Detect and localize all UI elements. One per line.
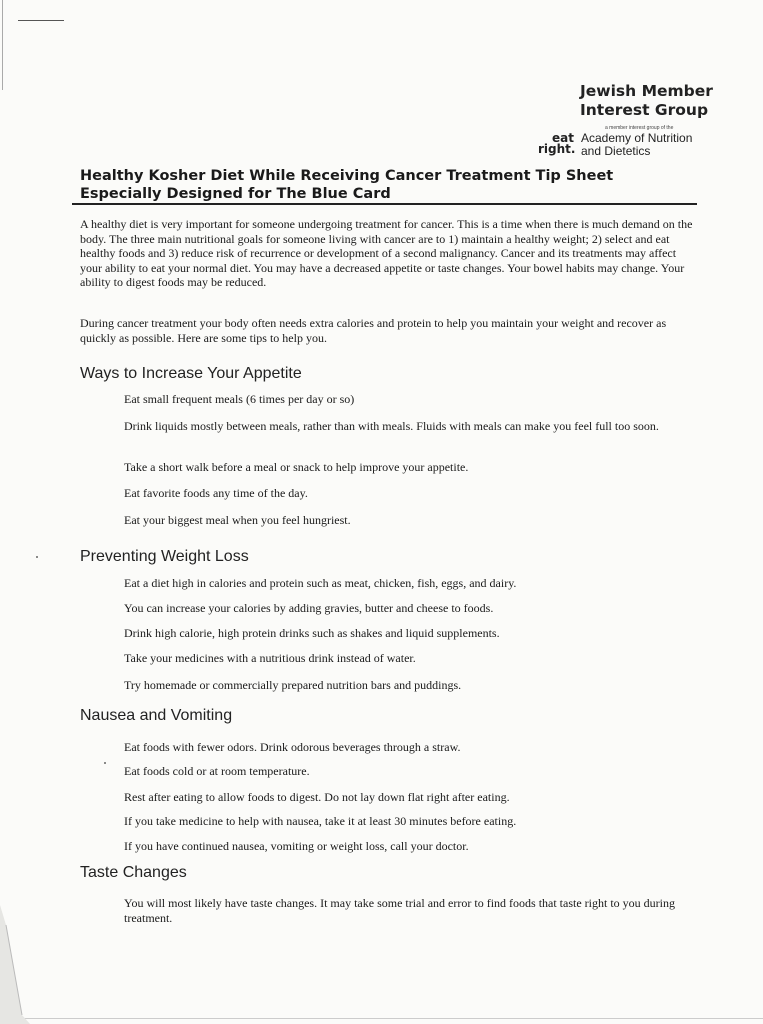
tip-weight-1: Eat a diet high in calories and protein such as meat, chicken, fish, eggs, and dairy.: [124, 576, 517, 590]
tip-weight-2: You can increase your calories by adding gravies, butter and cheese to foods.: [124, 601, 494, 615]
logo-tagline: a member interest group of the: [605, 125, 674, 131]
section-heading-appetite: Ways to Increase Your Appetite: [80, 365, 302, 382]
title-line-1: Healthy Kosher Diet While Receiving Cancer Treatment Tip Sheet: [80, 168, 614, 184]
document-title: [80, 167, 720, 203]
scan-mark-left: [2, 0, 3, 90]
tip-nausea-5: If you have continued nausea, vomiting or weight loss, call your doctor.: [124, 839, 469, 853]
tip-weight-3: Drink high calorie, high protein drinks such as shakes and liquid supplements.: [124, 626, 500, 640]
section-heading-taste: Taste Changes: [80, 864, 187, 881]
tip-nausea-4: If you take medicine to help with nausea, take it at least 30 minutes before eating.: [124, 814, 517, 828]
scan-mark-bottom: [0, 1018, 763, 1019]
title-underline: [72, 203, 697, 205]
title-line-2: Especially Designed for The Blue Card: [80, 186, 391, 202]
page-fold-shadow: [0, 905, 30, 1024]
logo-group-name: Jewish Member Interest Group: [580, 82, 713, 119]
intro-paragraph-1: A healthy diet is very important for someone undergoing treatment for cancer. This is a time when there is much demand on the body. The three main nutritional goals for someone living with cancer are to 1) maintain a healthy weight; 2) select and eat healthy foods and 3) reduce risk of recurrence or development of a second malignancy. Cancer and its treatments may affect your ability to eat your normal diet. You may have a decreased appetite or taste changes. Your bowel habits may change. Your ability to digest foods may be reduced.: [80, 217, 693, 289]
tip-appetite-1: Eat small frequent meals (6 times per day or so): [124, 392, 355, 406]
tip-appetite-4: Eat favorite foods any time of the day.: [124, 486, 308, 500]
tip-nausea-3: Rest after eating to allow foods to digest. Do not lay down flat right after eating.: [124, 790, 510, 804]
logo-academy-name: Academy of Nutrition and Dietetics: [581, 131, 693, 158]
tip-appetite-2: Drink liquids mostly between meals, rather than with meals. Fluids with meals can make you feel full too soon.: [124, 419, 659, 433]
scan-speck: [104, 762, 106, 764]
scan-speck: [36, 556, 38, 558]
tip-appetite-3: Take a short walk before a meal or snack to help improve your appetite.: [124, 460, 469, 474]
tip-appetite-5: Eat your biggest meal when you feel hungriest.: [124, 513, 351, 527]
tip-nausea-1: Eat foods with fewer odors. Drink odorous beverages through a straw.: [124, 740, 461, 754]
tip-taste-1: You will most likely have taste changes. It may take some trial and error to find foods that taste right to you during treatment.: [124, 896, 676, 925]
tip-weight-5: Try homemade or commercially prepared nutrition bars and puddings.: [124, 678, 462, 692]
intro-paragraph-2: During cancer treatment your body often needs extra calories and protein to help you maintain your weight and recover as quickly as possible. Here are some tips to help you.: [80, 316, 667, 345]
section-heading-weight-loss: Preventing Weight Loss: [80, 548, 249, 565]
scan-mark-top: [18, 20, 64, 21]
tip-weight-4: Take your medicines with a nutritious drink instead of water.: [124, 651, 416, 665]
tip-nausea-2: Eat foods cold or at room temperature.: [124, 764, 310, 778]
eat-right-logo: eat right.: [538, 131, 576, 156]
section-heading-nausea: Nausea and Vomiting: [80, 707, 233, 724]
